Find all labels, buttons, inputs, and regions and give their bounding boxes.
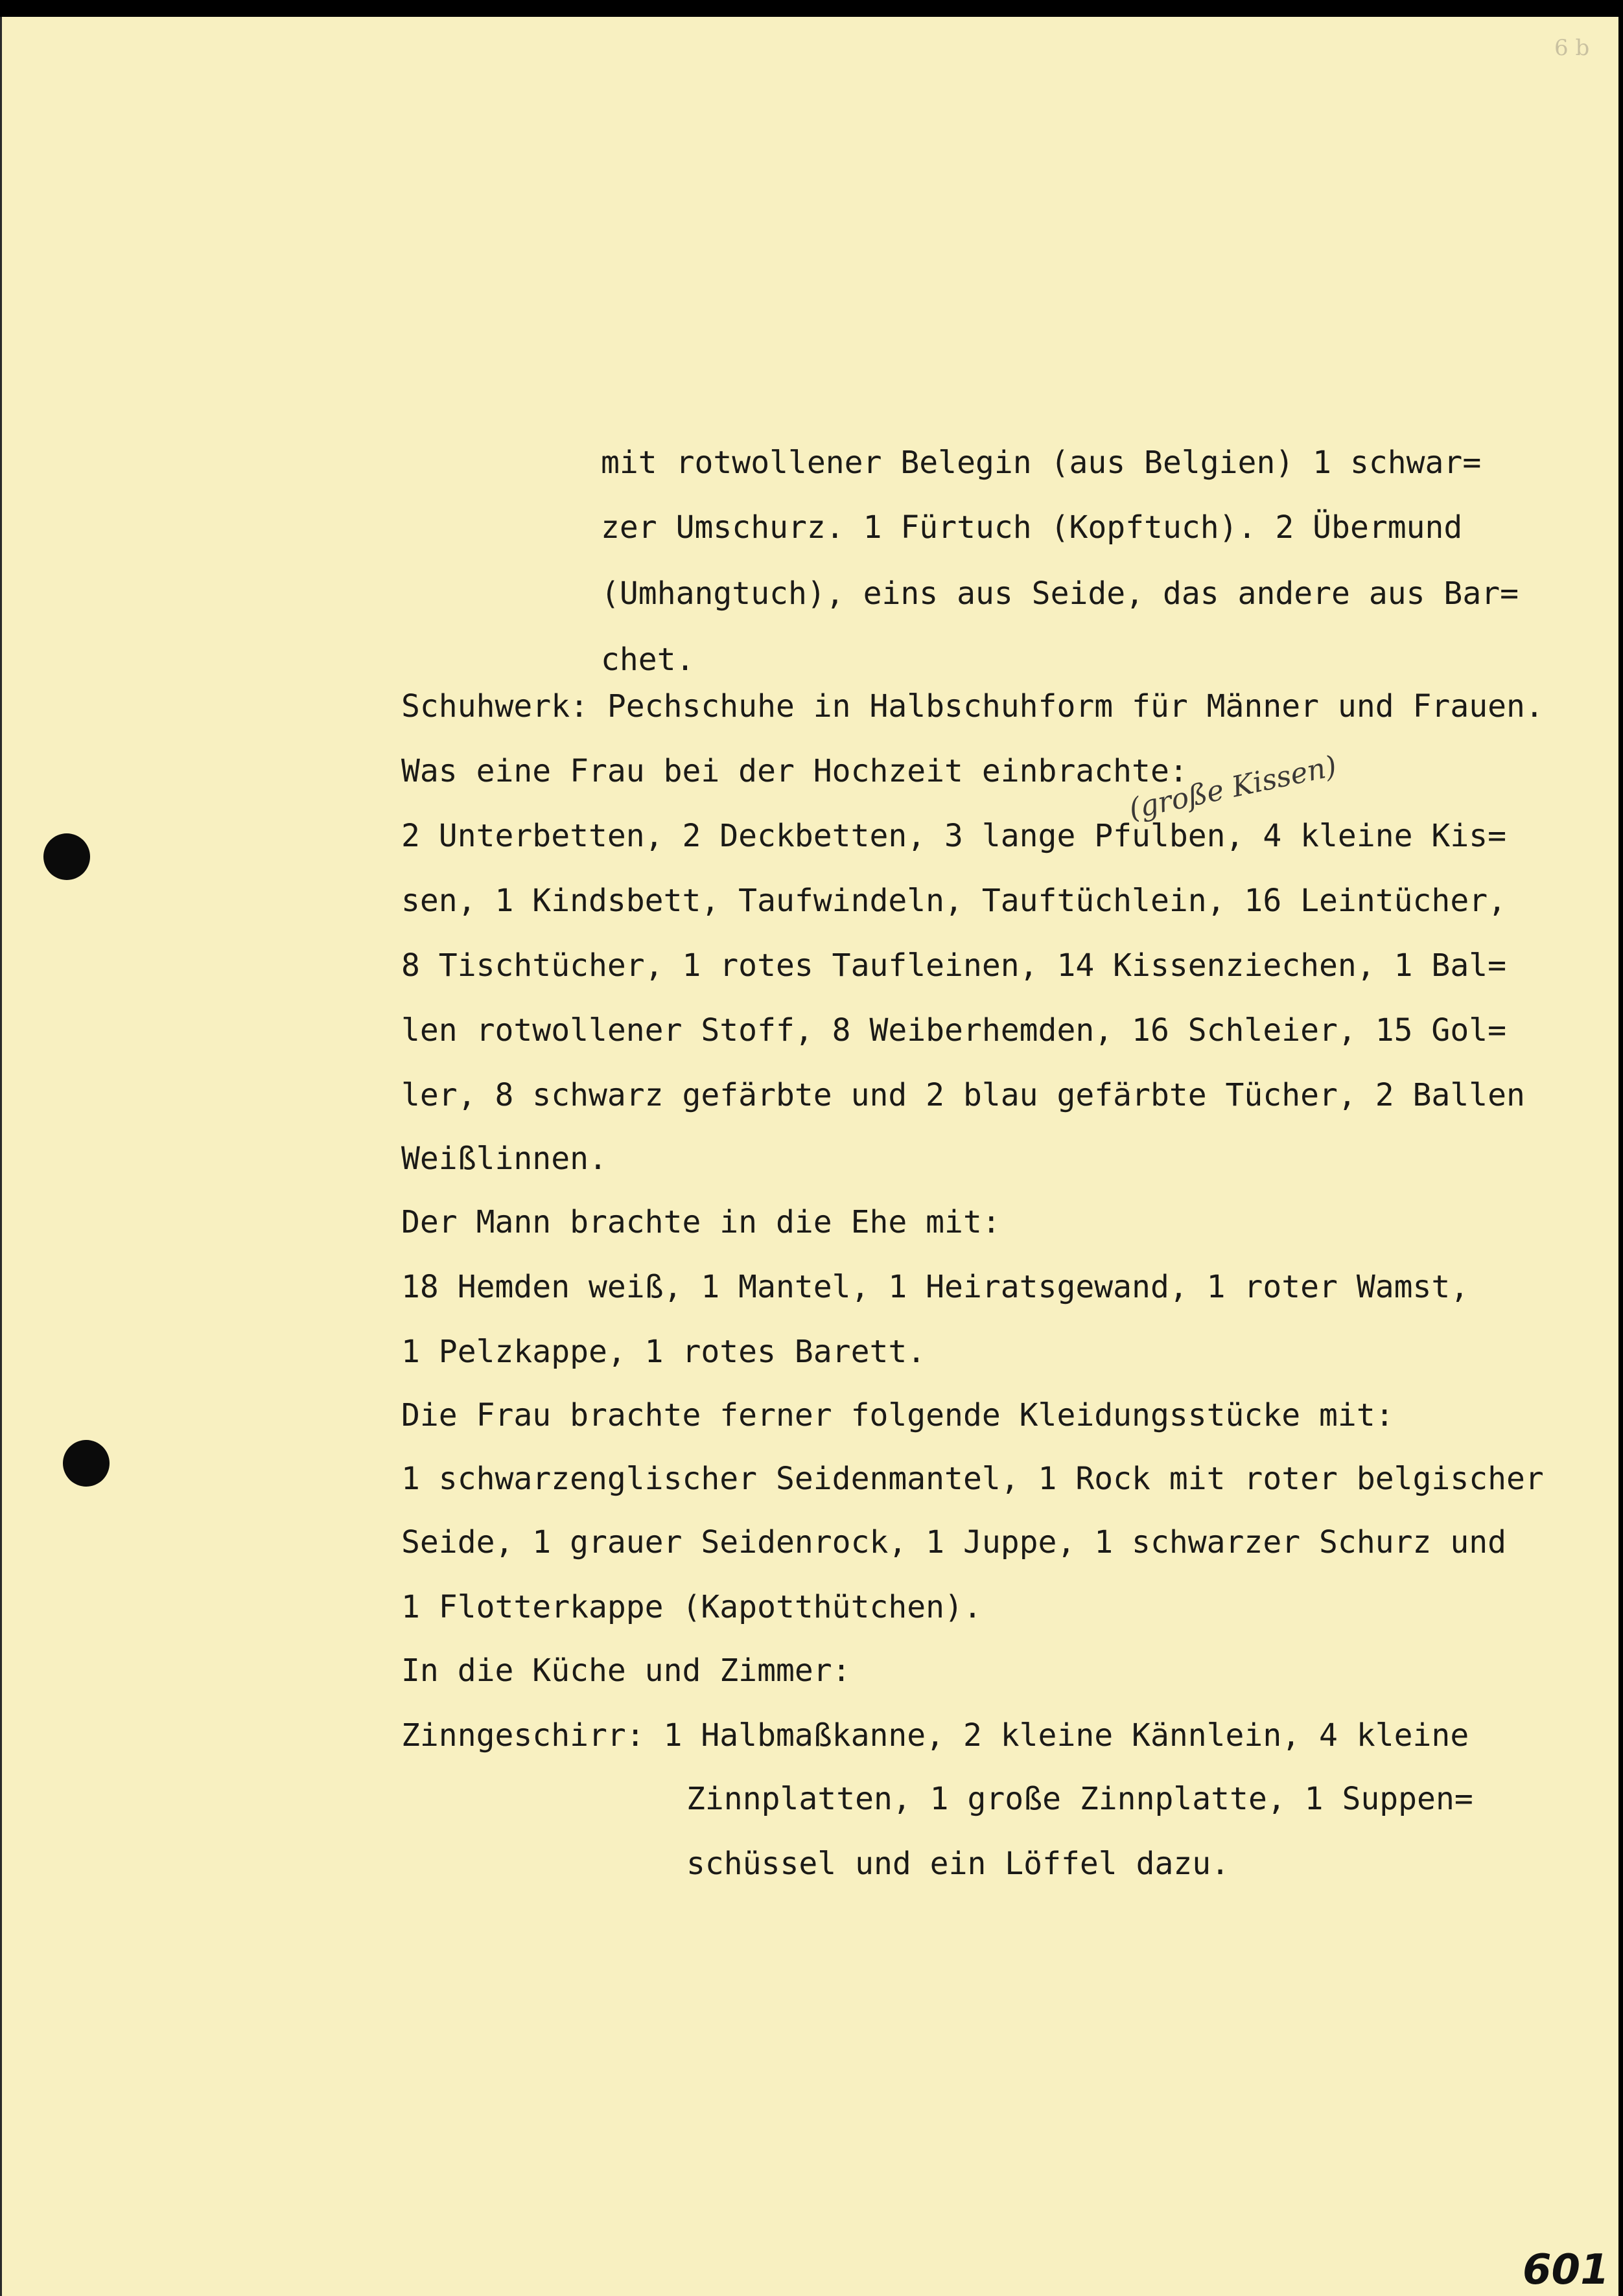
handwritten-note: (große Kissen) <box>1126 749 1340 826</box>
text-line: (Umhangtuch), eins aus Seide, das andere aus Bar= <box>601 575 1519 612</box>
text-line: 8 Tischtücher, 1 rotes Taufleinen, 14 Kissenziechen, 1 Bal= <box>401 947 1507 984</box>
text-line: Zinngeschirr: 1 Halbmaßkanne, 2 kleine Kännlein, 4 kleine <box>401 1717 1469 1754</box>
text-line: chet. <box>601 642 695 678</box>
text-line: Die Frau brachte ferner folgende Kleidungsstücke mit: <box>401 1397 1394 1433</box>
text-line: 18 Hemden weiß, 1 Mantel, 1 Heiratsgewand, 1 roter Wamst, <box>401 1269 1469 1305</box>
corner-mark: 6 b <box>1554 35 1590 61</box>
page-number: 601 <box>1523 2246 1609 2294</box>
text-line: zer Umschurz. 1 Fürtuch (Kopftuch). 2 Übermund <box>601 509 1463 546</box>
text-line: schüssel und ein Löffel dazu. <box>686 1846 1230 1882</box>
text-line: 2 Unterbetten, 2 Deckbetten, 3 lange Pfulben, 4 kleine Kis= <box>401 818 1507 854</box>
punch-hole-bottom <box>63 1440 110 1487</box>
text-line: 1 schwarzenglischer Seidenmantel, 1 Rock mit roter belgischer <box>401 1461 1544 1497</box>
text-line: Der Mann brachte in die Ehe mit: <box>401 1204 1001 1240</box>
text-line: 1 Pelzkappe, 1 rotes Barett. <box>401 1334 926 1370</box>
text-line: len rotwollener Stoff, 8 Weiberhemden, 16 Schleier, 15 Gol= <box>401 1012 1507 1049</box>
text-line: Weißlinnen. <box>401 1141 607 1177</box>
text-line: Was eine Frau bei der Hochzeit einbrachte: <box>401 753 1188 789</box>
text-line: Schuhwerk: Pechschuhe in Halbschuhform für Männer und Frauen. <box>401 688 1544 725</box>
text-line: In die Küche und Zimmer: <box>401 1652 851 1689</box>
text-line: sen, 1 Kindsbett, Taufwindeln, Tauftüchlein, 16 Leintücher, <box>401 883 1507 919</box>
text-line: Seide, 1 grauer Seidenrock, 1 Juppe, 1 schwarzer Schurz und <box>401 1524 1507 1560</box>
text-line: mit rotwollener Belegin (aus Belgien) 1 schwar= <box>601 445 1482 481</box>
text-line: ler, 8 schwarz gefärbte und 2 blau gefärbte Tücher, 2 Ballen <box>401 1077 1525 1113</box>
text-line: Zinnplatten, 1 große Zinnplatte, 1 Suppen= <box>686 1781 1473 1817</box>
document-page <box>0 17 1618 2296</box>
text-line: 1 Flotterkappe (Kapotthütchen). <box>401 1589 982 1625</box>
punch-hole-top <box>43 833 90 880</box>
